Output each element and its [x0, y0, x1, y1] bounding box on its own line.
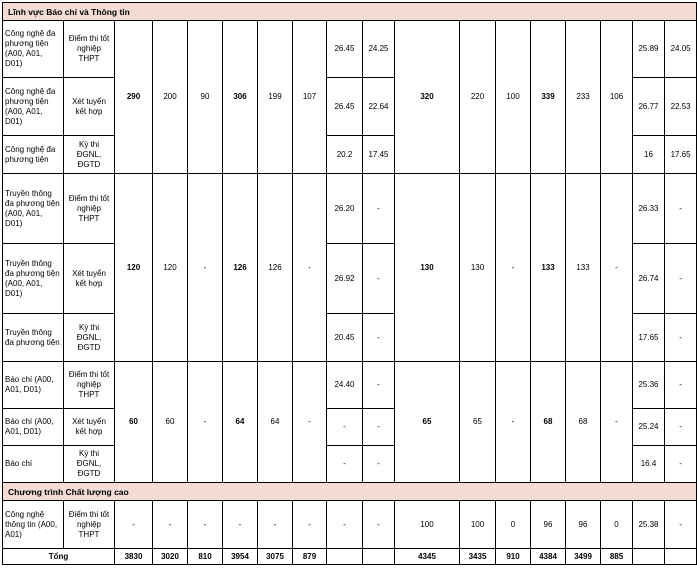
quota-cell: - — [188, 501, 223, 549]
major-name: Truyền thông đa phương tiện (A00, A01, D01) — [3, 174, 64, 244]
score-cell: - — [363, 501, 395, 549]
score-cell: - — [327, 501, 363, 549]
section-header-press — [3, 3, 697, 21]
quota-cell: 107 — [293, 21, 327, 174]
admission-method: Xét tuyển kết hợp — [64, 409, 115, 446]
score-cell: 24.25 — [363, 21, 395, 78]
score-cell: 26.74 — [633, 244, 665, 314]
major-name: Truyền thông đa phương tiện — [3, 314, 64, 362]
quota-cell: 0 — [496, 501, 531, 549]
admission-method: Xét tuyển kết hợp — [64, 244, 115, 314]
quota-cell: 320 — [395, 21, 460, 174]
quota-cell: 106 — [601, 21, 633, 174]
score-cell: 26.92 — [327, 244, 363, 314]
score-cell: 26.45 — [327, 78, 363, 136]
quota-cell: - — [601, 174, 633, 362]
major-name: Báo chí — [3, 446, 64, 483]
quota-cell: 68 — [531, 362, 566, 483]
section-title: Chương trình Chất lượng cao — [3, 483, 697, 501]
table-row — [3, 501, 697, 549]
major-name: Công nghệ đa phương tiện (A00, A01, D01) — [3, 78, 64, 136]
quota-cell: 133 — [566, 174, 601, 362]
score-cell: - — [327, 446, 363, 483]
total-cell: 3499 — [566, 549, 601, 565]
total-cell: 3954 — [223, 549, 258, 565]
section-title: Lĩnh vực Báo chí và Thông tin — [3, 3, 697, 21]
quota-cell: - — [153, 501, 188, 549]
score-cell: - — [665, 446, 697, 483]
total-cell: 810 — [188, 549, 223, 565]
quota-cell: 0 — [601, 501, 633, 549]
quota-cell: 64 — [258, 362, 293, 483]
quota-cell: - — [188, 362, 223, 483]
score-cell: 20.2 — [327, 136, 363, 174]
total-row — [3, 549, 697, 565]
quota-cell: 120 — [153, 174, 188, 362]
quota-cell: 100 — [496, 21, 531, 174]
section-header-high-quality — [3, 483, 697, 501]
quota-cell: - — [293, 174, 327, 362]
quota-cell: - — [258, 501, 293, 549]
quota-cell: - — [496, 174, 531, 362]
total-cell: 3020 — [153, 549, 188, 565]
empty-cell — [363, 549, 395, 565]
score-cell: 17.65 — [665, 136, 697, 174]
score-cell: - — [363, 362, 395, 409]
quota-cell: 120 — [115, 174, 153, 362]
quota-cell: 100 — [460, 501, 496, 549]
admission-method: Điểm thi tốt nghiệp THPT — [64, 174, 115, 244]
score-cell: - — [327, 409, 363, 446]
score-cell: - — [363, 409, 395, 446]
quota-cell: 199 — [258, 21, 293, 174]
score-cell: 26.20 — [327, 174, 363, 244]
quota-cell: 65 — [395, 362, 460, 483]
score-cell: - — [363, 174, 395, 244]
score-cell: 25.38 — [633, 501, 665, 549]
major-name: Báo chí (A00, A01, D01) — [3, 409, 64, 446]
score-cell: - — [665, 174, 697, 244]
quota-cell: 90 — [188, 21, 223, 174]
quota-cell: - — [293, 362, 327, 483]
score-cell: 17.45 — [363, 136, 395, 174]
score-cell: 24.05 — [665, 21, 697, 78]
score-cell: - — [665, 501, 697, 549]
total-cell: 4384 — [531, 549, 566, 565]
quota-cell: - — [601, 362, 633, 483]
score-cell: - — [665, 362, 697, 409]
quota-cell: 126 — [223, 174, 258, 362]
score-cell: 24.40 — [327, 362, 363, 409]
table-row — [3, 362, 697, 409]
score-cell: 26.33 — [633, 174, 665, 244]
quota-cell: 130 — [460, 174, 496, 362]
major-name: Công nghệ đa phương tiện (A00, A01, D01) — [3, 21, 64, 78]
quota-cell: 96 — [566, 501, 601, 549]
quota-cell: 60 — [153, 362, 188, 483]
score-cell: 22.64 — [363, 78, 395, 136]
score-cell: - — [363, 314, 395, 362]
admission-method: Kỳ thi ĐGNL, ĐGTD — [64, 136, 115, 174]
score-cell: 17.65 — [633, 314, 665, 362]
major-name: Báo chí (A00, A01, D01) — [3, 362, 64, 409]
score-cell: - — [363, 244, 395, 314]
quota-cell: 306 — [223, 21, 258, 174]
quota-cell: 130 — [395, 174, 460, 362]
table-row — [3, 174, 697, 244]
total-cell: 3830 — [115, 549, 153, 565]
quota-cell: 100 — [395, 501, 460, 549]
quota-cell: - — [293, 501, 327, 549]
empty-cell — [633, 549, 665, 565]
admission-method: Điểm thi tốt nghiệp THPT — [64, 21, 115, 78]
admission-method: Điểm thi tốt nghiệp THPT — [64, 362, 115, 409]
total-cell: 885 — [601, 549, 633, 565]
score-cell: - — [665, 314, 697, 362]
total-cell: 3075 — [258, 549, 293, 565]
quota-cell: 339 — [531, 21, 566, 174]
score-cell: 22.53 — [665, 78, 697, 136]
table-row — [3, 21, 697, 78]
admission-method: Xét tuyển kết hợp — [64, 78, 115, 136]
quota-cell: 126 — [258, 174, 293, 362]
quota-cell: 290 — [115, 21, 153, 174]
quota-cell: 60 — [115, 362, 153, 483]
score-cell: 26.45 — [327, 21, 363, 78]
total-cell: 4345 — [395, 549, 460, 565]
major-name: Truyền thông đa phương tiện (A00, A01, D01) — [3, 244, 64, 314]
quota-cell: - — [496, 362, 531, 483]
score-cell: 20.45 — [327, 314, 363, 362]
total-cell: 910 — [496, 549, 531, 565]
quota-cell: - — [188, 174, 223, 362]
admission-method: Kỳ thi ĐGNL, ĐGTD — [64, 314, 115, 362]
score-cell: - — [665, 244, 697, 314]
quota-cell: 96 — [531, 501, 566, 549]
empty-cell — [327, 549, 363, 565]
quota-cell: - — [223, 501, 258, 549]
admission-method: Điểm thi tốt nghiệp THPT — [64, 501, 115, 549]
quota-cell: 65 — [460, 362, 496, 483]
total-cell: 879 — [293, 549, 327, 565]
score-cell: 25.24 — [633, 409, 665, 446]
quota-cell: - — [115, 501, 153, 549]
quota-cell: 200 — [153, 21, 188, 174]
quota-cell: 64 — [223, 362, 258, 483]
score-cell: 25.89 — [633, 21, 665, 78]
quota-cell: 133 — [531, 174, 566, 362]
quota-cell: 68 — [566, 362, 601, 483]
quota-cell: 220 — [460, 21, 496, 174]
total-cell: 3435 — [460, 549, 496, 565]
empty-cell — [665, 549, 697, 565]
score-cell: 25.36 — [633, 362, 665, 409]
quota-cell: 233 — [566, 21, 601, 174]
major-name: Công nghệ đa phương tiện — [3, 136, 64, 174]
score-cell: - — [665, 409, 697, 446]
admission-table — [2, 2, 697, 565]
admission-method: Kỳ thi ĐGNL, ĐGTD — [64, 446, 115, 483]
major-name: Công nghệ thông tin (A00, A01) — [3, 501, 64, 549]
score-cell: 26.77 — [633, 78, 665, 136]
score-cell: - — [363, 446, 395, 483]
score-cell: 16 — [633, 136, 665, 174]
total-label: Tổng — [3, 549, 115, 565]
score-cell: 16.4 — [633, 446, 665, 483]
